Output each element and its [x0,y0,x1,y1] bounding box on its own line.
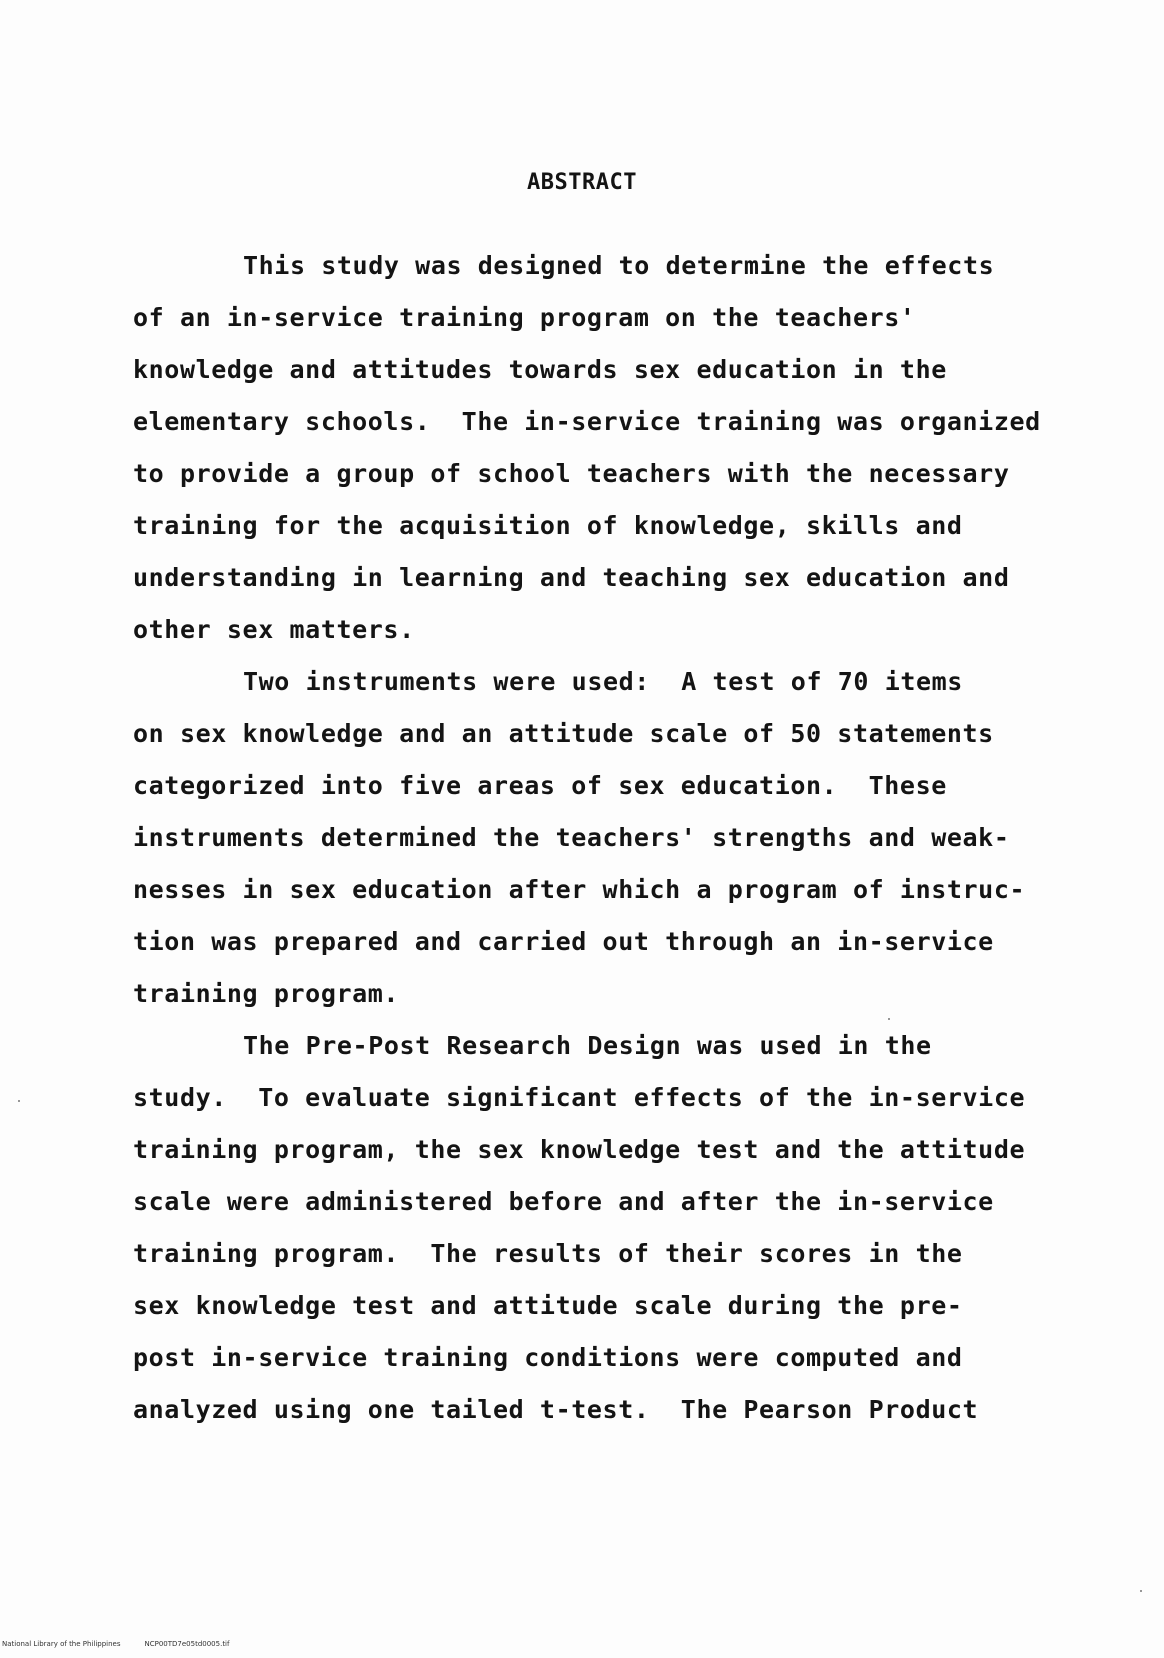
text-line: This study was designed to determine the effects [243,251,995,280]
text-line: tion was prepared and carried out through an in-service [133,927,994,956]
scan-speck [888,1018,890,1020]
text-line: training for the acquisition of knowledge, skills and [133,511,963,540]
text-line: training program. [133,979,400,1008]
footer-library: National Library of the Philippines [2,1640,121,1648]
text-line: study. To evaluate significant effects of the in-service [133,1083,1026,1112]
scan-footer [2,1640,253,1648]
text-line: other sex matters. [133,615,415,644]
scan-speck [1140,1590,1142,1592]
scan-speck [18,1100,20,1102]
text-line: post in-service training conditions were computed and [133,1343,963,1372]
footer-file-id: NCP00TD7e05td0005.tif [144,1640,230,1648]
text-line: The Pre-Post Research Design was used in the [243,1031,932,1060]
text-line: analyzed using one tailed t-test. The Pearson Product [133,1395,979,1424]
text-line: training program. The results of their scores in the [133,1239,963,1268]
text-line: of an in-service training program on the teachers' [133,303,916,332]
text-line: nesses in sex education after which a program of instruc- [133,875,1026,904]
text-line: elementary schools. The in-service training was organized [133,407,1041,436]
text-line: categorized into five areas of sex education. These [133,771,947,800]
text-line: Two instruments were used: A test of 70 items [243,667,963,696]
text-line: on sex knowledge and an attitude scale of 50 statements [133,719,994,748]
abstract-heading: ABSTRACT [527,170,637,195]
text-line: instruments determined the teachers' strengths and weak- [133,823,1010,852]
text-line: sex knowledge test and attitude scale during the pre- [133,1291,963,1320]
text-line: to provide a group of school teachers with the necessary [133,459,1010,488]
text-line: scale were administered before and after the in-service [133,1187,994,1216]
text-line: understanding in learning and teaching sex education and [133,563,1010,592]
text-line: training program, the sex knowledge test and the attitude [133,1135,1026,1164]
abstract-body [133,240,1041,1436]
text-line: knowledge and attitudes towards sex education in the [133,355,947,384]
